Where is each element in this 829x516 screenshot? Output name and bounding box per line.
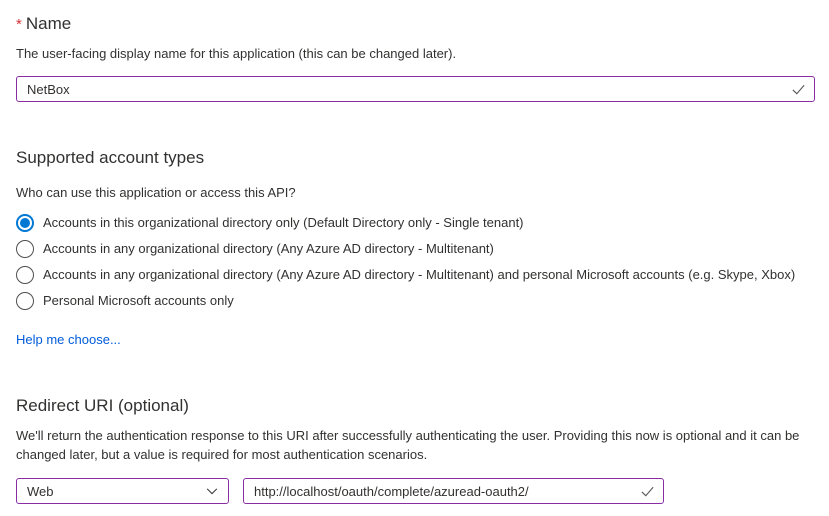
account-types-radio-group [16, 210, 815, 314]
radio-button-icon [16, 292, 34, 310]
radio-multitenant-personal[interactable] [16, 262, 815, 288]
name-label: Name [25, 14, 72, 33]
radio-button-icon [16, 266, 34, 284]
valid-check-icon [640, 484, 655, 499]
redirect-uri-title: Redirect URI (optional) [16, 396, 189, 415]
redirect-uri-input[interactable] [243, 478, 664, 504]
radio-single-tenant[interactable] [16, 210, 815, 236]
required-asterisk: * [16, 16, 22, 33]
radio-personal-only[interactable] [16, 288, 815, 314]
account-types-question: Who can use this application or access this API? [16, 185, 296, 200]
radio-button-icon [16, 214, 34, 232]
chevron-down-icon [205, 484, 219, 498]
account-types-title: Supported account types [16, 148, 205, 167]
radio-button-icon [16, 240, 34, 258]
radio-label: Accounts in this organizational directory only (Default Directory only - Single tenant) [43, 215, 524, 230]
name-description: The user-facing display name for this application (this can be changed later). [16, 46, 457, 61]
name-section-title [16, 12, 815, 37]
valid-check-icon [791, 82, 806, 97]
help-me-choose-link[interactable]: Help me choose... [16, 332, 121, 347]
radio-label: Accounts in any organizational directory (Any Azure AD directory - Multitenant) and personal Microsoft accounts (e.g. Skype, Xbox) [43, 267, 796, 282]
name-input-value: NetBox [27, 81, 70, 97]
radio-multitenant[interactable] [16, 236, 815, 262]
radio-label: Personal Microsoft accounts only [43, 293, 234, 308]
redirect-uri-description: We'll return the authentication response to this URI after successfully authenticating the user. Providing this now is optional and it can be changed later, but a value is required for most authentication scenarios. [16, 428, 800, 462]
platform-select[interactable] [16, 478, 229, 504]
redirect-uri-value: http://localhost/oauth/complete/azuread-oauth2/ [254, 483, 529, 499]
redirect-uri-controls [16, 478, 815, 504]
name-input[interactable] [16, 76, 815, 102]
radio-label: Accounts in any organizational directory (Any Azure AD directory - Multitenant) [43, 241, 494, 256]
platform-select-value: Web [27, 483, 54, 499]
